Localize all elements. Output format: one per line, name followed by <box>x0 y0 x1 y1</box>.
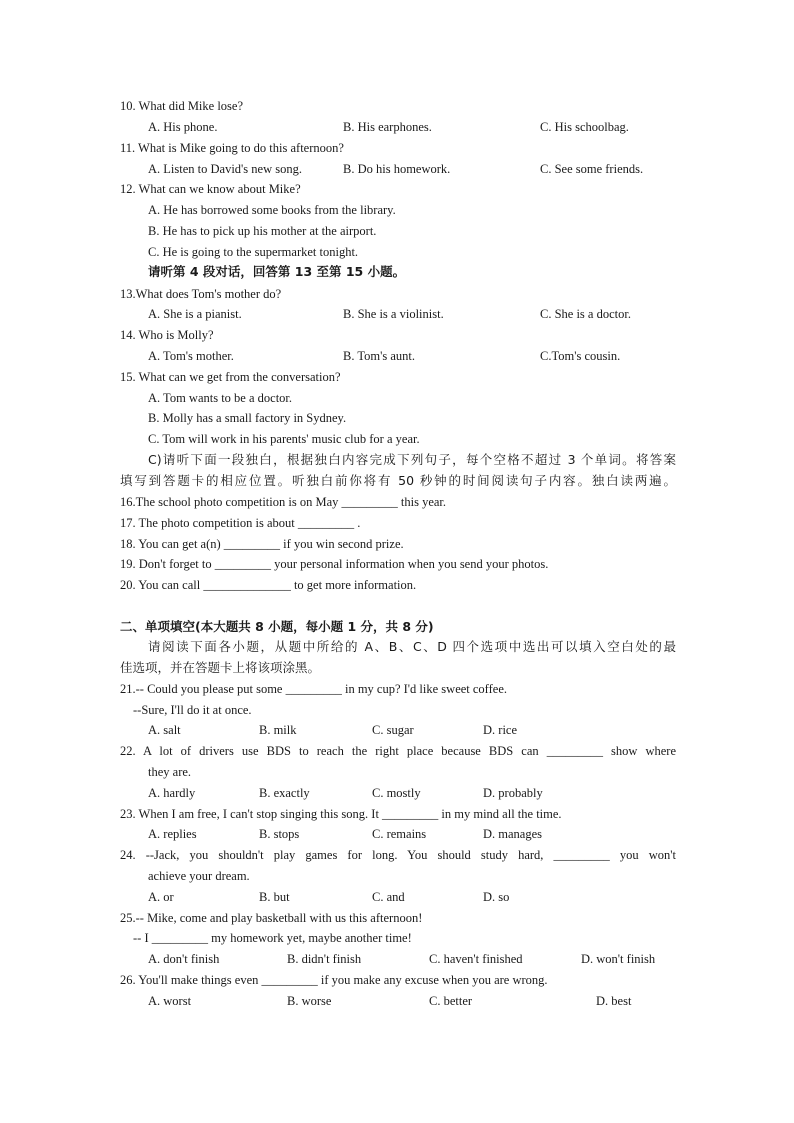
question-26-option-d: D. best <box>596 994 632 1008</box>
question-10-option-b: B. His earphones. <box>343 120 432 134</box>
question-26-option-b: B. worse <box>287 994 332 1008</box>
question-24-stem-continued: achieve your dream. <box>148 869 250 883</box>
question-21-option-a: A. salt <box>148 723 181 737</box>
question-11-stem: 11. What is Mike going to do this afternoon? <box>120 141 344 155</box>
question-25-option-d: D. won't finish <box>581 952 656 966</box>
question-23-option-b: B. stops <box>259 827 300 841</box>
question-24-option-d: D. so <box>483 890 510 904</box>
part-2-heading: 二、单项填空(本大题共 8 小题，每小题 1 分，共 8 分) <box>120 619 434 634</box>
question-25-option-c: C. haven't finished <box>429 952 523 966</box>
question-22-option-c: C. mostly <box>372 786 421 800</box>
question-20: 20. You can call ______________ to get more information. <box>120 578 417 592</box>
question-23-option-d: D. manages <box>483 827 543 841</box>
question-13-option-c: C. She is a doctor. <box>540 307 631 321</box>
question-21-option-c: C. sugar <box>372 723 414 737</box>
question-14-option-c: C.Tom's cousin. <box>540 349 621 363</box>
question-25-reply: -- I _________ my homework yet, maybe another time! <box>133 931 412 945</box>
question-11-option-a: A. Listen to David's new song. <box>148 162 302 176</box>
question-13-option-b: B. She is a violinist. <box>343 307 444 321</box>
question-26-option-c: C. better <box>429 994 473 1008</box>
question-14-option-b: B. Tom's aunt. <box>343 349 415 363</box>
question-22-option-d: D. probably <box>483 786 543 800</box>
question-25-option-b: B. didn't finish <box>287 952 362 966</box>
question-15-option-a: A. Tom wants to be a doctor. <box>148 391 293 405</box>
section-4-instruction: 请听第 4 段对话，回答第 13 至第 15 小题。 <box>148 264 406 279</box>
question-26-stem: 26. You'll make things even _________ if you make any excuse when you are wrong. <box>120 973 548 987</box>
question-11-option-c: C. See some friends. <box>540 162 644 176</box>
question-17: 17. The photo competition is about _________ . <box>120 516 361 530</box>
question-23-option-a: A. replies <box>148 827 197 841</box>
question-23-option-c: C. remains <box>372 827 427 841</box>
question-15-option-b: B. Molly has a small factory in Sydney. <box>148 411 347 425</box>
question-24-option-a: A. or <box>148 890 174 904</box>
question-23-stem: 23. When I am free, I can't stop singing this song. It _________ in my mind all the time. <box>120 807 562 821</box>
question-22-stem-continued: they are. <box>148 765 192 779</box>
question-19: 19. Don't forget to _________ your personal information when you send your photos. <box>120 557 549 571</box>
part-2-instruction-line1: 请阅读下面各小题，从题中所给的 A、B、C、D 四个选项中选出可以填入空白处的最 <box>148 639 676 654</box>
question-12-option-a: A. He has borrowed some books from the library. <box>148 203 396 217</box>
question-12-stem: 12. What can we know about Mike? <box>120 182 301 196</box>
question-15-stem: 15. What can we get from the conversation? <box>120 370 341 384</box>
question-16: 16.The school photo competition is on May _________ this year. <box>120 495 447 509</box>
question-10-stem: 10. What did Mike lose? <box>120 99 244 113</box>
question-21-stem: 21.-- Could you please put some _________ in my cup? I'd like sweet coffee. <box>120 682 508 696</box>
question-10-option-a: A. His phone. <box>148 120 218 134</box>
question-21-reply: --Sure, I'll do it at once. <box>133 703 252 717</box>
question-21-option-d: D. rice <box>483 723 518 737</box>
question-22-stem: 22. A lot of drivers use BDS to reach the right place because BDS can _________ show where <box>120 744 676 758</box>
question-13-option-a: A. She is a pianist. <box>148 307 242 321</box>
question-24-option-c: C. and <box>372 890 405 904</box>
question-14-stem: 14. Who is Molly? <box>120 328 214 342</box>
section-c-instruction-line1: C)请听下面一段独白，根据独白内容完成下列句子，每个空格不超过 3 个单词。将答案 <box>148 452 676 467</box>
question-21-option-b: B. milk <box>259 723 297 737</box>
question-10-option-c: C. His schoolbag. <box>540 120 629 134</box>
question-24-stem: 24. --Jack, you shouldn't play games for long. You should study hard, _________ you won't <box>120 848 676 862</box>
question-26-option-a: A. worst <box>148 994 192 1008</box>
question-22-option-b: B. exactly <box>259 786 310 800</box>
question-11-option-b: B. Do his homework. <box>343 162 451 176</box>
section-c-instruction-line2: 填写到答题卡的相应位置。听独白前你将有 50 秒钟的时间阅读句子内容。独白读两遍。 <box>120 473 676 488</box>
question-18: 18. You can get a(n) _________ if you win second prize. <box>120 537 404 551</box>
question-12-option-c: C. He is going to the supermarket tonight. <box>148 245 359 259</box>
question-14-option-a: A. Tom's mother. <box>148 349 234 363</box>
question-13-stem: 13.What does Tom's mother do? <box>120 287 282 301</box>
part-2-instruction-line2: 佳选项，并在答题卡上将该项涂黑。 <box>120 660 321 675</box>
question-25-option-a: A. don't finish <box>148 952 220 966</box>
question-12-option-b: B. He has to pick up his mother at the airport. <box>148 224 377 238</box>
question-15-option-c: C. Tom will work in his parents' music club for a year. <box>148 432 420 446</box>
question-22-option-a: A. hardly <box>148 786 196 800</box>
question-25-stem: 25.-- Mike, come and play basketball with us this afternoon! <box>120 911 423 925</box>
question-24-option-b: B. but <box>259 890 290 904</box>
